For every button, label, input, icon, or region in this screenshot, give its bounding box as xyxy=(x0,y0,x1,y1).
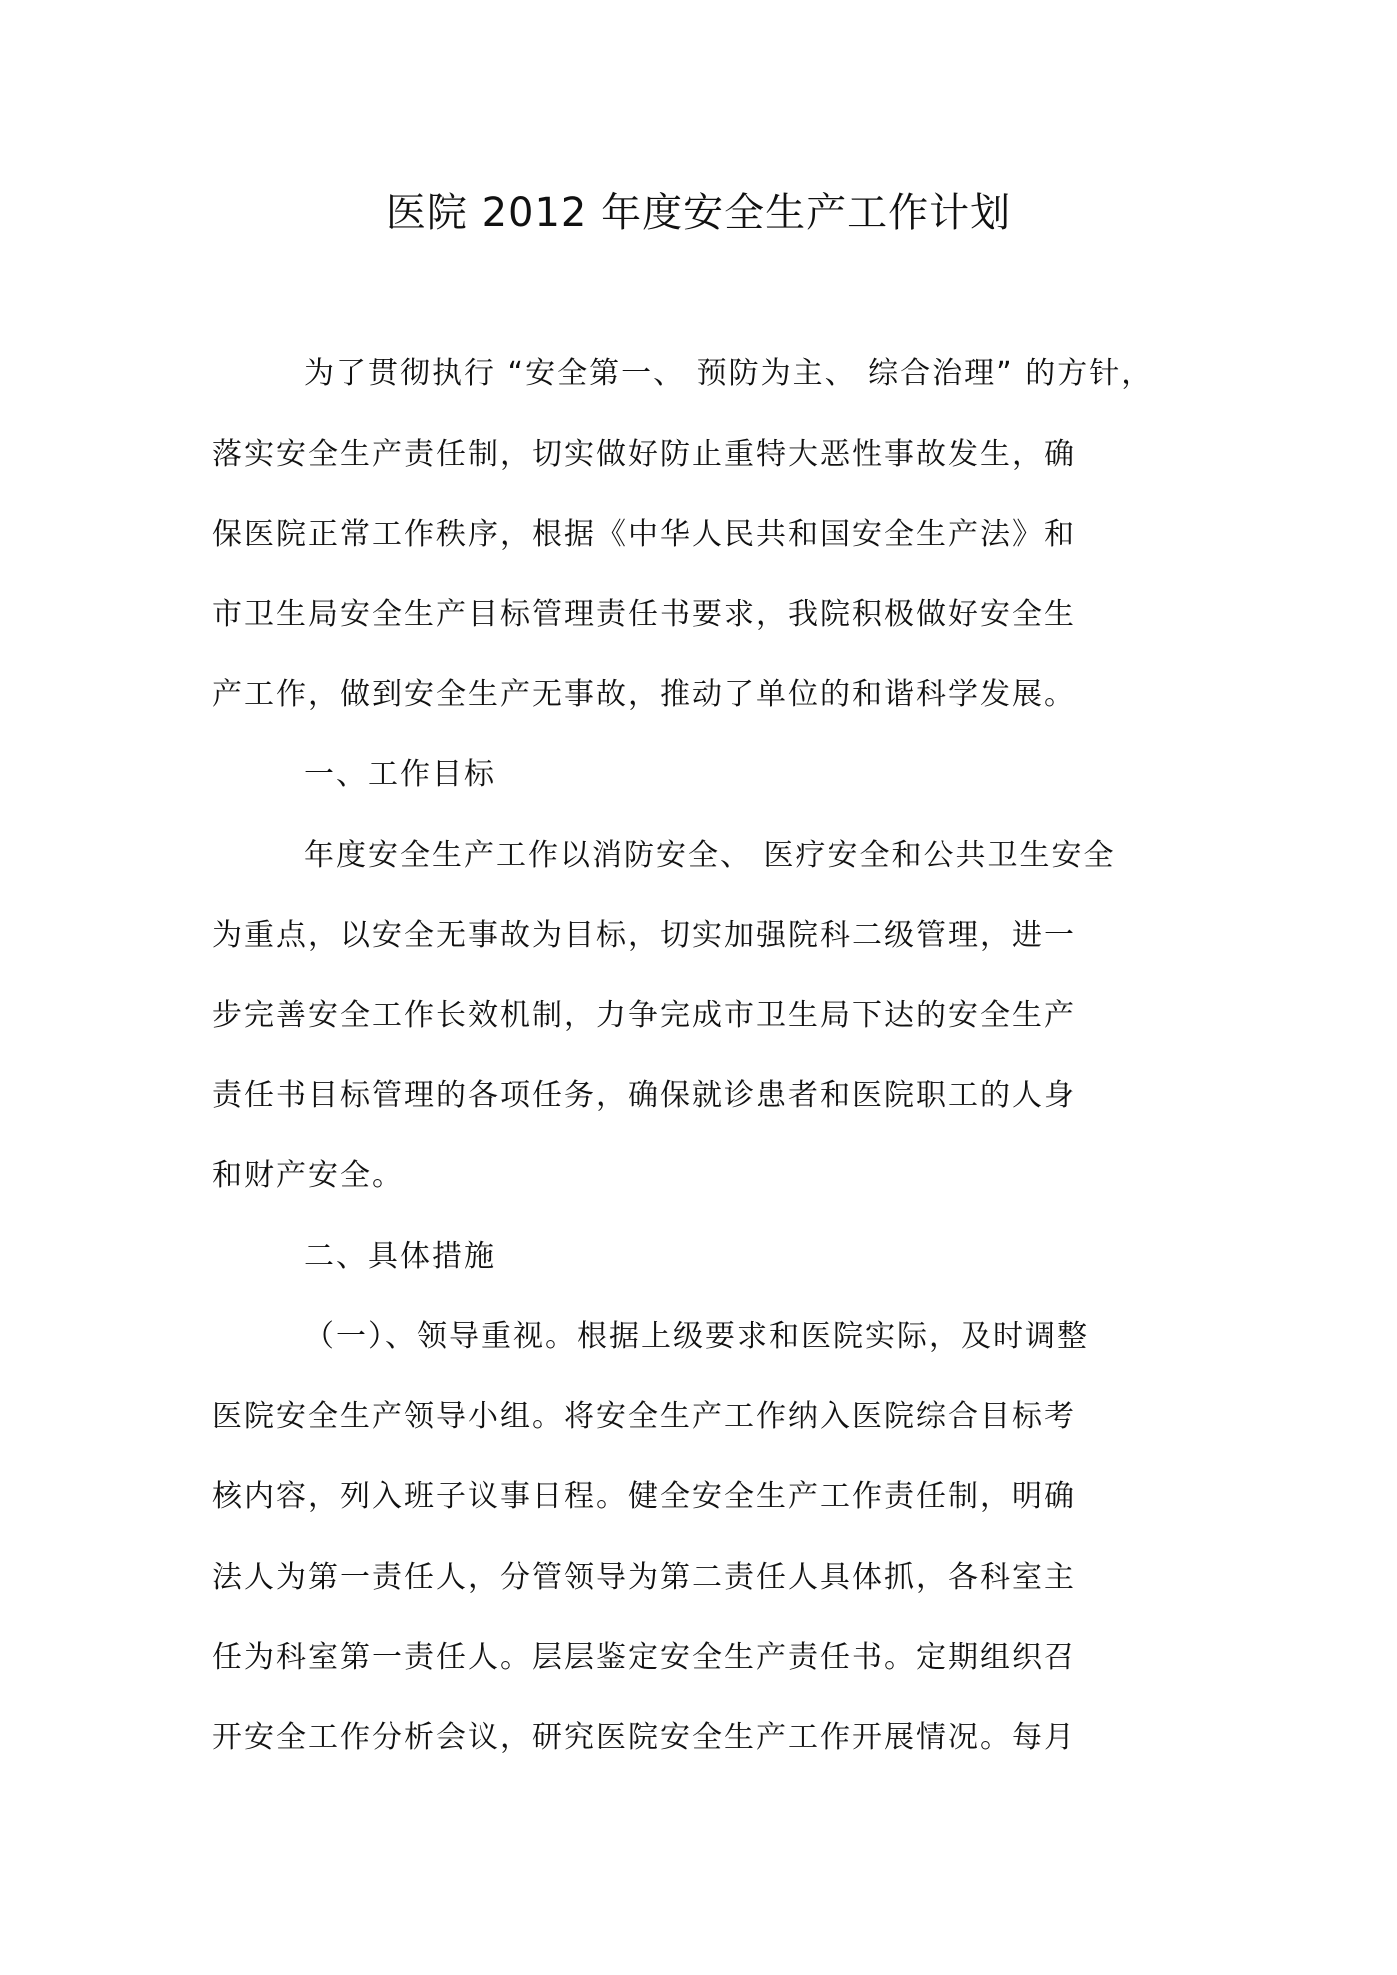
paragraph-line: （一）、领导重视。根据上级要求和医院实际，及时调整 xyxy=(304,1319,1089,1354)
paragraph-line: 法人为第一责任人，分管领导为第二责任人具体抓，各科室主 xyxy=(212,1560,1076,1595)
paragraph-line: 为了贯彻执行 “安全第一、 预防为主、 综合治理” 的方针， xyxy=(304,356,1154,391)
section-heading: 二、具体措施 xyxy=(304,1239,496,1274)
paragraph-line: 责任书目标管理的各项任务，确保就诊患者和医院职工的人身 xyxy=(212,1078,1076,1113)
paragraph-line: 步完善安全工作长效机制，力争完成市卫生局下达的安全生产 xyxy=(212,998,1076,1033)
paragraph-line: 保医院正常工作秩序，根据《中华人民共和国安全生产法》和 xyxy=(212,517,1076,552)
document-title: 医院 2012 年度安全生产工作计划 xyxy=(385,190,1012,236)
section-heading: 一、工作目标 xyxy=(304,757,496,792)
paragraph-line: 核内容，列入班子议事日程。健全安全生产工作责任制，明确 xyxy=(212,1479,1076,1514)
paragraph-line: 医院安全生产领导小组。将安全生产工作纳入医院综合目标考 xyxy=(212,1399,1076,1434)
paragraph-line: 产工作，做到安全生产无事故，推动了单位的和谐科学发展。 xyxy=(212,677,1076,712)
paragraph-line: 开安全工作分析会议，研究医院安全生产工作开展情况。每月 xyxy=(212,1720,1076,1755)
paragraph-line: 落实安全生产责任制，切实做好防止重特大恶性事故发生，确 xyxy=(212,437,1076,472)
paragraph-line: 为重点，以安全无事故为目标，切实加强院科二级管理，进一 xyxy=(212,918,1076,953)
paragraph-line: 市卫生局安全生产目标管理责任书要求，我院积极做好安全生 xyxy=(212,597,1076,632)
paragraph-line: 年度安全生产工作以消防安全、 医疗安全和公共卫生安全 xyxy=(304,838,1116,873)
paragraph-line: 和财产安全。 xyxy=(212,1158,404,1193)
paragraph-line: 任为科室第一责任人。层层鉴定安全生产责任书。定期组织召 xyxy=(212,1640,1076,1675)
